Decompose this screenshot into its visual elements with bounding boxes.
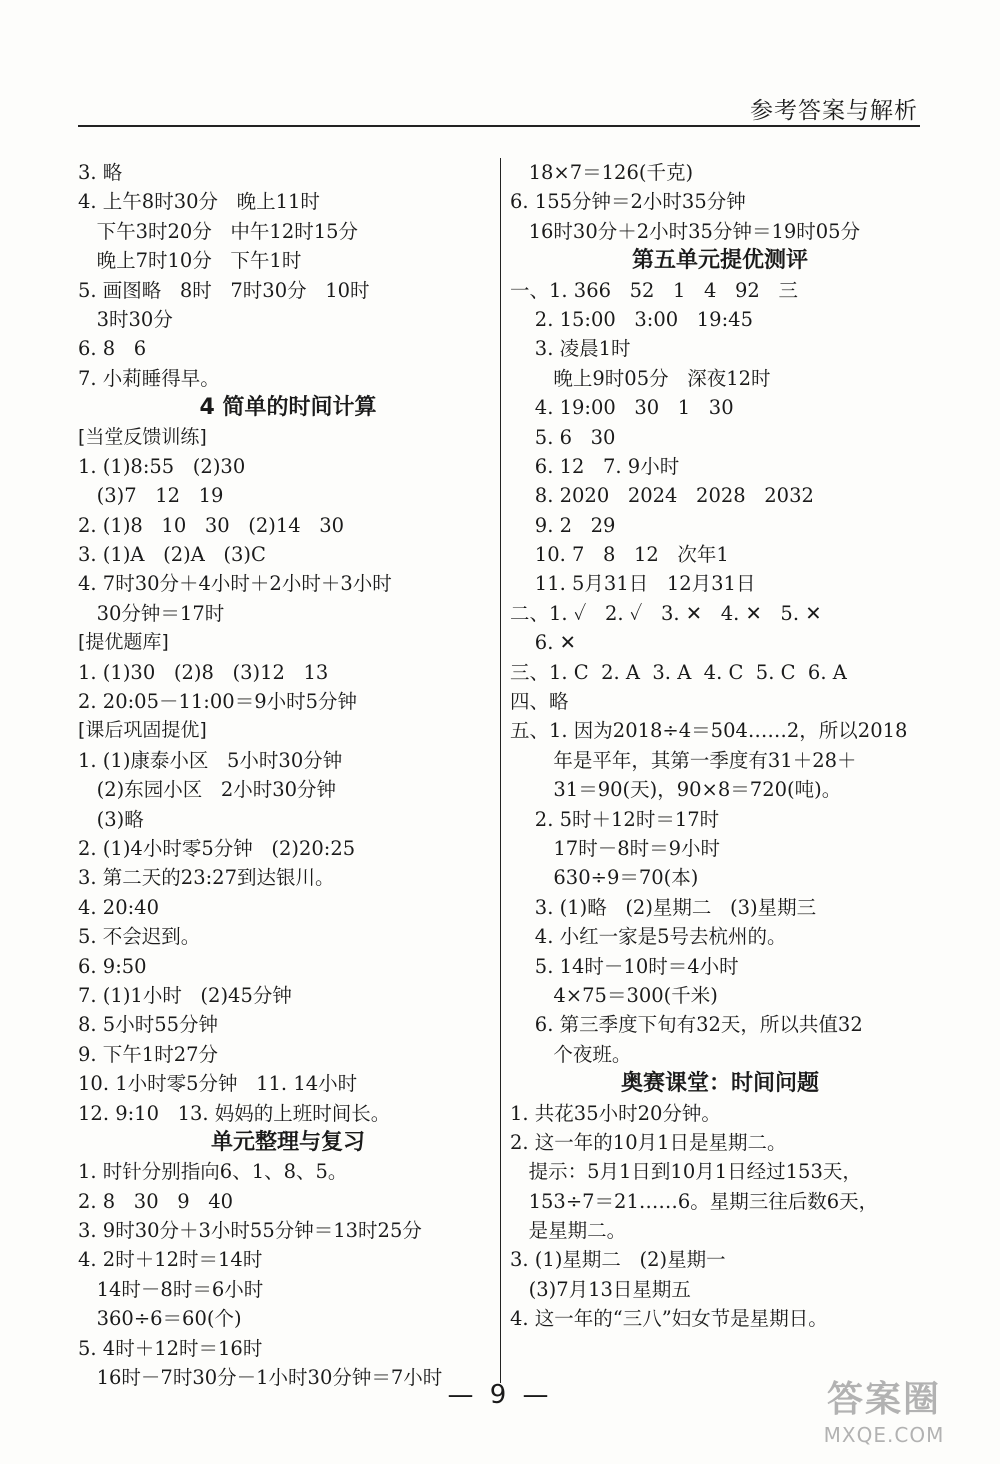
watermark-logo (794, 1378, 974, 1454)
right-column (510, 158, 930, 1334)
answer-line: 2. 5时＋12时＝17时 (510, 807, 720, 831)
section-heading: 单元整理与复习 (210, 1129, 365, 1155)
answer-line: 9. 2 29 (510, 513, 616, 537)
answer-line: 3. (1)A (2)A (3)C (78, 543, 266, 567)
answer-line: 晚上9时05分 深夜12时 (510, 366, 771, 390)
watermark-url: MXQE.COM (823, 1423, 945, 1447)
answer-line: 2. (1)8 10 30 (2)14 30 (78, 513, 345, 537)
answer-line: 1. 共花35小时20分钟。 (510, 1101, 721, 1125)
answer-line: (3)7月13日星期五 (510, 1277, 691, 1301)
answer-line: 4. 小红一家是5号去杭州的。 (510, 925, 787, 949)
answer-line: 1. (1)康泰小区 5小时30分钟 (78, 748, 343, 772)
section-heading: 第五单元提优测评 (631, 248, 808, 274)
answer-line: [提优题库] (78, 631, 169, 654)
answer-line: 6. ✕ (510, 631, 576, 655)
answer-line: 30分钟＝17时 (78, 601, 225, 625)
answer-line: 4. 上午8时30分 晚上11时 (78, 190, 320, 214)
answer-line: 3. (1)略 (2)星期二 (3)星期三 (510, 895, 817, 919)
answer-line: 4. 20:40 (78, 895, 159, 919)
answer-line: 晚上7时10分 下午1时 (78, 249, 302, 273)
answer-line: 二、1. ✓ 2. ✓ 3. ✕ 4. ✕ 5. ✕ (510, 601, 822, 625)
answer-line: 153÷7＝21……6。星期三往后数6天， (510, 1189, 879, 1213)
answer-line: 10. 1小时零5分钟 11. 14小时 (78, 1072, 358, 1096)
answer-line: [课后巩固提优] (78, 719, 207, 742)
answer-line: 3. 凌晨1时 (510, 337, 631, 361)
answer-line: 1. (1)30 (2)8 (3)12 13 (78, 660, 329, 684)
answer-line: (2)东园小区 2小时30分钟 (78, 778, 337, 802)
answer-line: 2. 这一年的10月1日是星期二。 (510, 1130, 787, 1154)
answer-line: 4. 这一年的“三八”妇女节是星期日。 (510, 1307, 828, 1331)
answer-line: 四、略 (510, 690, 569, 714)
answer-line: 6. 9:50 (78, 954, 147, 978)
answer-line: 1. (1)8:55 (2)30 (78, 454, 246, 478)
answer-line: 360÷6＝60(个) (78, 1307, 242, 1331)
answer-line: 18×7＝126(千克) (510, 161, 694, 184)
section-heading: 4 简单的时间计算 (199, 395, 377, 421)
answer-line: 10. 7 8 12 次年1 (510, 543, 729, 567)
answer-line: 17时－8时＝9小时 (510, 836, 721, 860)
answer-line: (3)略 (78, 807, 144, 831)
answer-line: 12. 9:10 13. 妈妈的上班时间长。 (78, 1101, 391, 1125)
answer-line: 9. 下午1时27分 (78, 1042, 219, 1066)
answer-line: 3. (1)星期二 (2)星期一 (510, 1248, 726, 1272)
answer-line: 三、1. C 2. A 3. A 4. C 5. C 6. A (510, 660, 847, 684)
answer-line: 提示：5月1日到10月1日经过153天， (510, 1160, 862, 1184)
watermark-logo-text: 答案圈 (826, 1379, 941, 1420)
answer-line: 5. 画图略 8时 7时30分 10时 (78, 278, 370, 302)
answer-line: 4. 2时＋12时＝14时 (78, 1248, 263, 1272)
column-divider (500, 158, 501, 1383)
answer-line: 5. 不会迟到。 (78, 925, 201, 949)
answer-line: 7. 小莉睡得早。 (78, 366, 220, 390)
answer-line: 五、1. 因为2018÷4＝504……2，所以2018 (510, 719, 908, 743)
answer-line: 下午3时20分 中午12时15分 (78, 219, 359, 243)
answer-line: 一、1. 366 52 1 4 92 三 (510, 278, 798, 302)
answer-line: 630÷9＝70(本) (510, 866, 699, 890)
page-number: — 9 — (447, 1380, 553, 1410)
answer-line: 4. 19:00 30 1 30 (510, 396, 734, 420)
answer-line: 16时30分＋2小时35分钟＝19时05分 (510, 219, 861, 243)
answer-line: 4×75＝300(千米) (510, 983, 718, 1007)
answer-line: 是星期二。 (510, 1219, 627, 1243)
answer-line: 1. 时针分别指向6、1、8、5。 (78, 1160, 348, 1184)
answer-line: 2. (1)4小时零5分钟 (2)20:25 (78, 836, 356, 860)
section-heading: 奥赛课堂：时间问题 (620, 1071, 819, 1097)
answer-line: 8. 5小时55分钟 (78, 1013, 219, 1037)
answer-line: 3. 9时30分＋3小时55分钟＝13时25分 (78, 1219, 422, 1243)
left-column (78, 158, 498, 1392)
answer-line: 2. 15:00 3:00 19:45 (510, 307, 753, 331)
answer-line: 3时30分 (78, 307, 173, 331)
answer-line: 5. 14时－10时＝4小时 (510, 954, 739, 978)
answer-line: 5. 4时＋12时＝16时 (78, 1336, 263, 1360)
answer-line: 2. 8 30 9 40 (78, 1189, 234, 1213)
answer-line: 个夜班。 (510, 1042, 632, 1066)
answer-line: 4. 7时30分＋4小时＋2小时＋3小时 (78, 572, 392, 596)
answer-line: 5. 6 30 (510, 425, 616, 449)
answer-line: (3)7 12 19 (78, 484, 224, 508)
answer-line: 3. 略 (78, 161, 123, 184)
answer-line: 2. 20:05－11:00＝9小时5分钟 (78, 690, 358, 714)
answer-line: [当堂反馈训练] (78, 425, 207, 448)
answer-line: 3. 第二天的23:27到达银川。 (78, 866, 335, 890)
answer-line: 6. 第三季度下旬有32天，所以共值32 (510, 1013, 863, 1037)
answer-line: 6. 8 6 (78, 337, 147, 361)
answer-line: 7. (1)1小时 (2)45分钟 (78, 983, 292, 1007)
answer-line: 6. 155分钟＝2小时35分钟 (510, 190, 746, 214)
answer-line: 14时－8时＝6小时 (78, 1277, 264, 1301)
answer-line: 31＝90(天)，90×8＝720(吨)。 (510, 778, 842, 802)
answer-line: 8. 2020 2024 2028 2032 (510, 484, 814, 508)
page-header-title: 参考答案与解析 (750, 98, 918, 124)
header-rule (78, 125, 920, 127)
answer-line: 6. 12 7. 9小时 (510, 454, 680, 478)
answer-line: 11. 5月31日 12月31日 (510, 572, 756, 596)
answer-line: 年是平年，其第一季度有31＋28＋ (510, 748, 857, 772)
answer-line: 16时－7时30分－1小时30分钟＝7小时 (78, 1366, 443, 1390)
